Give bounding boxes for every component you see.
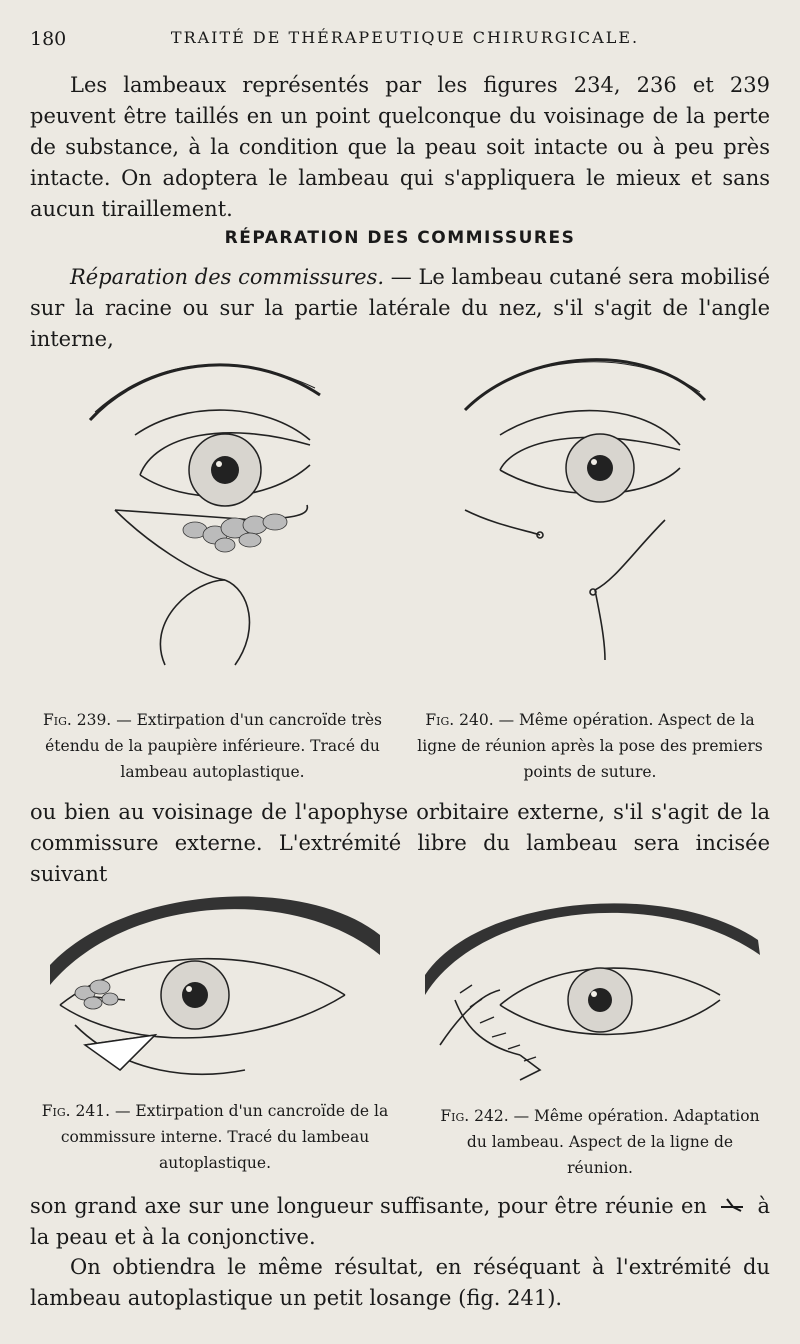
figure-242-caption: [440, 1103, 760, 1181]
paragraph-1: Les lambeaux représentés par les figures 234, 236 et 239 peuvent être taillés en un point quelconque du voisinage de la perte de substance, à la condition que la peau soit intacte ou à peu près intacte. On adoptera le lambeau qui s'appliquera le mieux et sans aucun tiraillement.: [30, 73, 770, 221]
figure-240-caption-text: — Même opération. Aspect de la ligne de réunion après la pose des premiers points de suture.: [417, 711, 763, 781]
paragraph-2-text: — Le lambeau cutané sera mobilisé sur la racine ou sur la partie latérale du nez, s'il s'agit de l'angle interne,: [30, 265, 770, 351]
paragraph-4: [30, 1191, 770, 1253]
figure-239-label: Fig. 239.: [42, 711, 112, 729]
paragraph-4-before-symbol: son grand axe sur une longueur suffisante, pour être réunie en: [30, 1194, 707, 1218]
figure-239-caption-text: — Extirpation d'un cancroïde très étendu de la paupière inférieure. Tracé du lambeau autoplastique.: [45, 711, 383, 781]
figure-240-illustration: [455, 340, 715, 670]
paragraph-4-after-symbol: à la peau et à la conjonctive.: [30, 1194, 770, 1249]
running-title: TRAITÉ DE THÉRAPEUTIQUE CHIRURGICALE.: [170, 28, 640, 47]
paragraph-3: ou bien au voisinage de l'apophyse orbitaire externe, s'il s'agit de la commissure externe. L'extrémité libre du lambeau sera incisée suivant: [30, 800, 770, 886]
figure-240-caption: [410, 707, 770, 785]
figure-241-illustration: [45, 885, 385, 1085]
paragraph-2-italic-lead: Réparation des commissures.: [70, 265, 385, 289]
paragraph-5: On obtiendra le même résultat, en réséquant à l'extrémité du lambeau autoplastique un petit losange (fig. 241).: [30, 1255, 770, 1310]
suture-shape-icon: [714, 1191, 750, 1222]
figure-242-caption-text: — Même opération. Adaptation du lambeau. Aspect de la ligne de réunion.: [466, 1107, 760, 1177]
figure-242-label: Fig. 242.: [440, 1107, 509, 1125]
figure-240-label: Fig. 240.: [425, 711, 494, 729]
figure-241-caption: [30, 1098, 400, 1176]
section-heading: RÉPARATION DES COMMISSURES: [224, 228, 576, 248]
page-number: 180: [30, 28, 67, 50]
page-header: [30, 28, 770, 58]
figure-242-illustration: [420, 885, 765, 1095]
figure-239-caption: [30, 707, 395, 785]
figure-239-illustration: [85, 340, 330, 670]
figure-241-label: Fig. 241.: [41, 1102, 111, 1120]
figure-241-caption-text: — Extirpation d'un cancroïde de la commissure interne. Tracé du lambeau autoplastique.: [60, 1102, 389, 1172]
